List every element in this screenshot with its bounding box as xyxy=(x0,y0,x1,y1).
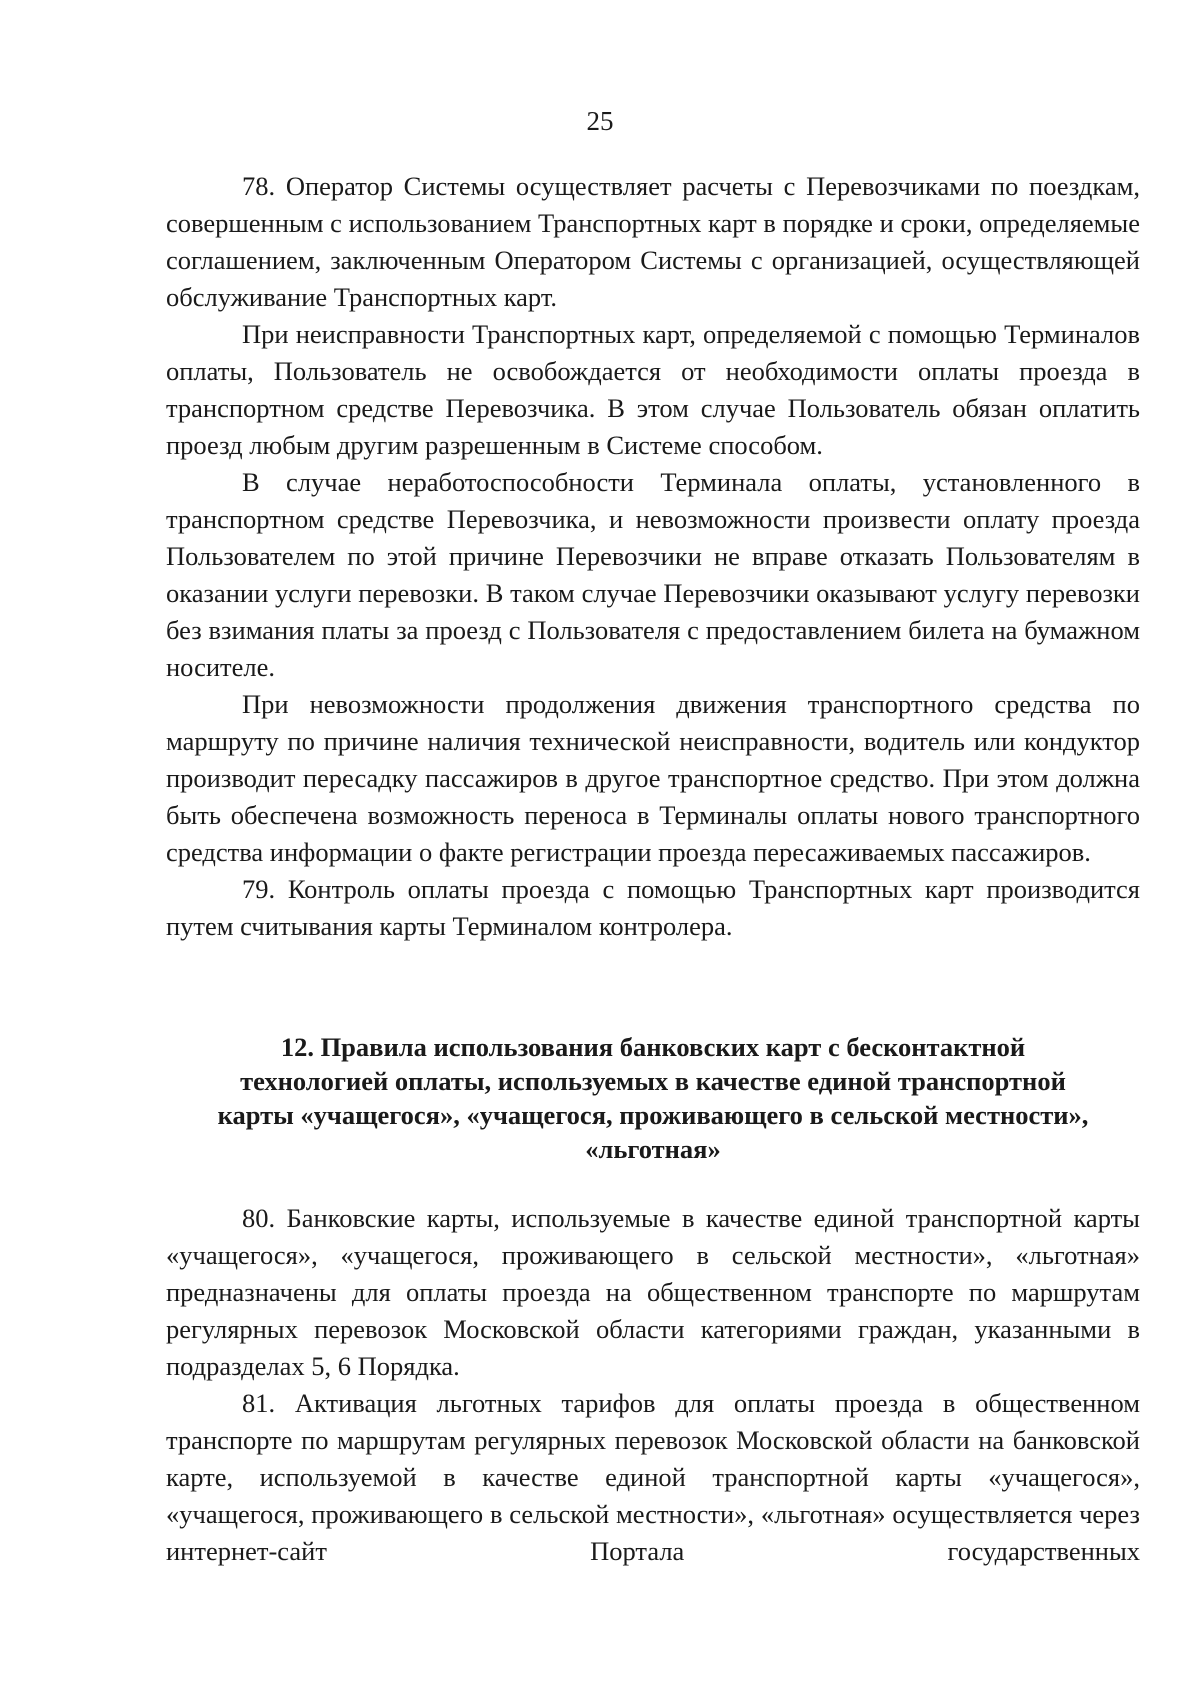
section-heading-line: технологией оплаты, используемых в качестве единой транспортной xyxy=(240,1066,1066,1096)
paragraph-79: 79. Контроль оплаты проезда с помощью Транспортных карт производится путем считывания карты Терминалом контролера. xyxy=(166,874,1140,941)
paragraph-vehicle-breakdown: При невозможности продолжения движения транспортного средства по маршруту по причине наличия технической неисправности, водитель или кондуктор производит пересадку пассажиров в другое транспортное средство. При этом должна быть обеспечена возможность переноса в Терминалы оплаты нового транспортного средства информации о факте регистрации проезда пересаживаемых пассажиров. xyxy=(166,689,1140,867)
paragraph-80: 80. Банковские карты, используемые в качестве единой транспортной карты «учащегося», «учащегося, проживающего в сельской местности», «льготная» предназначены для оплаты проезда на общественном транспорте по маршрутам регулярных перевозок Московской области категориями граждан, указанными в подразделах 5, 6 Порядка. xyxy=(166,1203,1140,1381)
paragraph-78: 78. Оператор Системы осуществляет расчеты с Перевозчиками по поездкам, совершенным с использованием Транспортных карт в порядке и сроки, определяемые соглашением, заключенным Оператором Системы с организацией, осуществляющей обслуживание Транспортных карт. xyxy=(166,171,1140,312)
paragraph-terminal-failure: В случае неработоспособности Терминала оплаты, установленного в транспортном средстве Перевозчика, и невозможности произвести оплату проезда Пользователем по этой причине Перевозчики не вправе отказать Пользователям в оказании услуги перевозки. В таком случае Перевозчики оказывают услугу перевозки без взимания платы за проезд с Пользователя с предоставлением билета на бумажном носителе. xyxy=(166,467,1140,682)
page-number: 25 xyxy=(586,106,614,136)
section-heading-12 xyxy=(166,1030,1140,1166)
section-heading-line: карты «учащегося», «учащегося, проживающего в сельской местности», xyxy=(217,1100,1089,1130)
section-heading-line: 12. Правила использования банковских карт с бесконтактной xyxy=(280,1032,1026,1062)
paragraph-81: 81. Активация льготных тарифов для оплаты проезда в общественном транспорте по маршрутам регулярных перевозок Московской области на банковской карте, используемой в качестве единой транспортной карты «учащегося», «учащегося, проживающего в сельской местности», «льготная» осуществляется через интернет-сайт Портала государственных xyxy=(166,1388,1140,1566)
section-heading-line: «льготная» xyxy=(585,1134,721,1164)
document-body xyxy=(166,168,1140,1570)
paragraph-card-malfunction: При неисправности Транспортных карт, определяемой с помощью Терминалов оплаты, Пользователь не освобождается от необходимости оплаты проезда в транспортном средстве Перевозчика. В этом случае Пользователь обязан оплатить проезд любым другим разрешенным в Системе способом. xyxy=(166,319,1140,460)
